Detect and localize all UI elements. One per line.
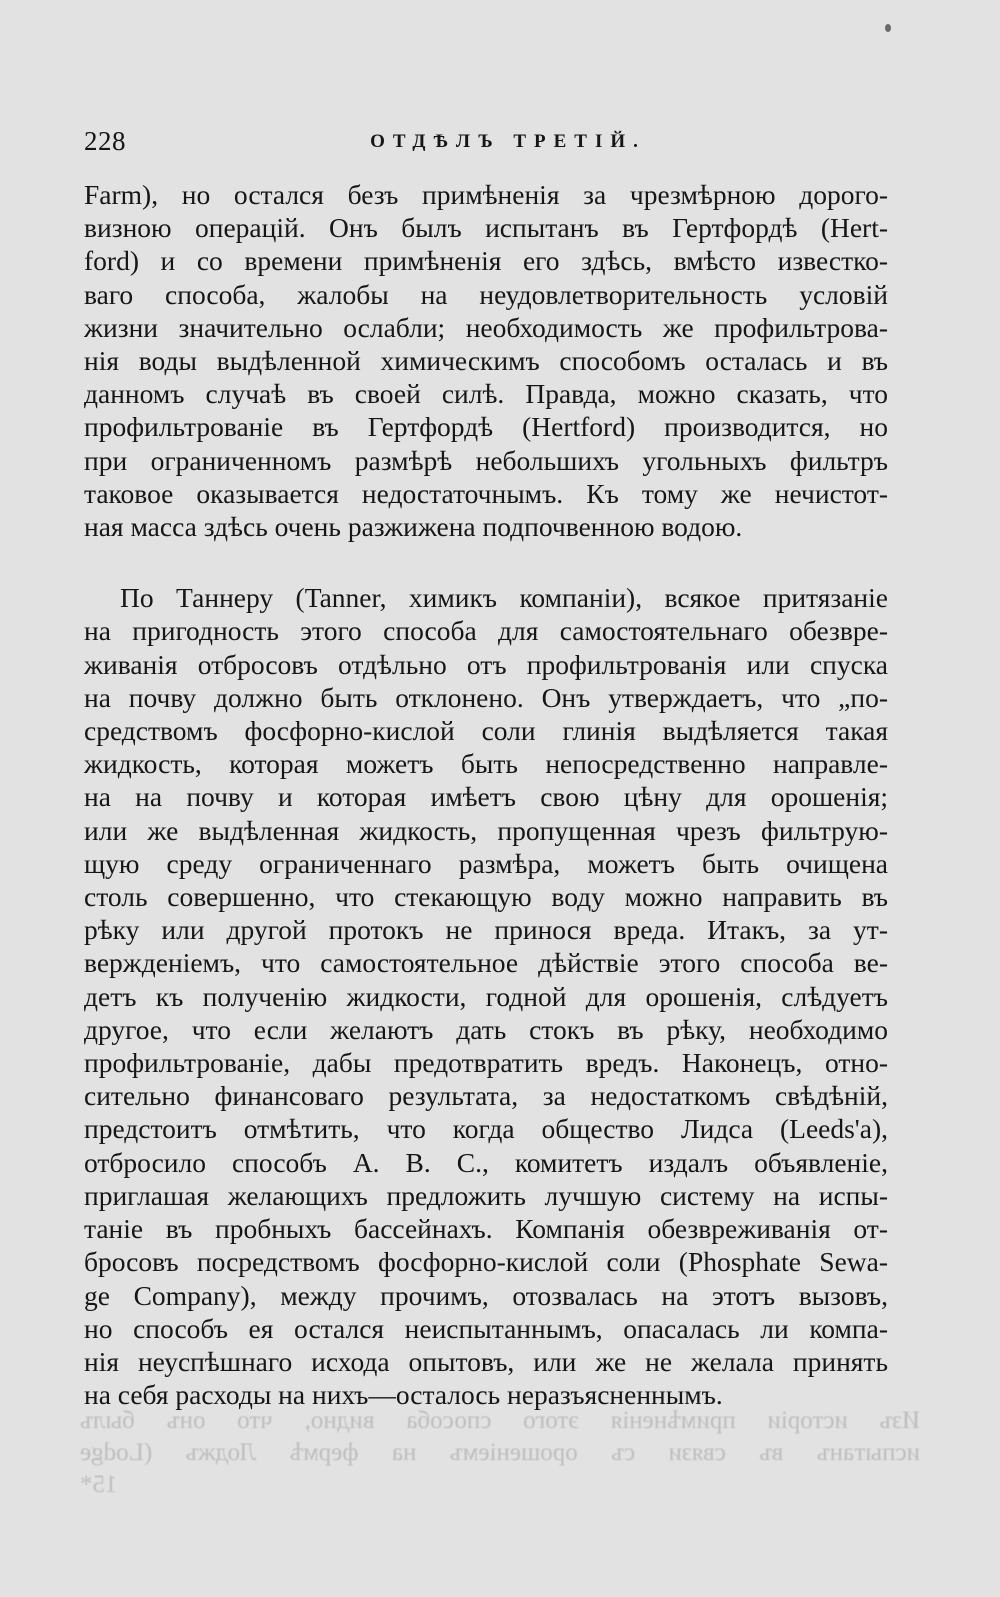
- text-line: сительно финансоваго результата, за недостаткомъ свѣдѣній,: [84, 1080, 888, 1112]
- text-line: приглашая желающихъ предложить лучшую систему на испы-: [84, 1179, 888, 1211]
- bleed-line: 15*: [80, 1471, 118, 1498]
- text-line: таковое оказывается недостаточнымъ. Къ тому же нечистот-: [84, 477, 888, 509]
- bleed-through-text: [80, 1405, 920, 1555]
- text-line: Farm), но остался безъ примѣненія за чрезмѣрною дорого-: [84, 179, 888, 210]
- text-line: ная масса здѣсь очень разжижена подпочвенною водою.: [84, 511, 743, 543]
- page-number: 228: [84, 126, 126, 156]
- text-line: ford) и со времени примѣненія его здѣсь, вмѣсто известко-: [84, 245, 888, 277]
- text-line: при ограниченномъ размѣрѣ небольшихъ угольныхъ фильтръ: [84, 444, 888, 476]
- text-line: ge Company), между прочимъ, отозвалась на этотъ вызовъ,: [84, 1279, 888, 1311]
- text-line: жизни значительно ослабли; необходимость же профильтрова-: [84, 311, 888, 343]
- text-line: визною операцій. Онъ былъ испытанъ въ Гертфордѣ (Hert-: [84, 212, 888, 244]
- running-head: ОТДѢЛЪ ТРЕТІЙ.: [370, 131, 646, 152]
- text-line: щую среду ограниченнаго размѣра, можетъ быть очищена: [84, 847, 888, 879]
- text-line: жидкость, которая можетъ быть непосредственно направле-: [84, 748, 888, 780]
- text-line: детъ къ полученію жидкости, годной для орошенія, слѣдуетъ: [84, 980, 888, 1012]
- page-header: [84, 126, 904, 162]
- text-line: ваго способа, жалобы на неудовлетворительность условій: [84, 278, 888, 310]
- body-text: [84, 178, 888, 1411]
- text-line: или же выдѣленная жидкость, пропущенная чрезъ фильтрую-: [84, 814, 888, 846]
- text-line: на почву должно быть отклонено. Онъ утверждаетъ, что „по-: [84, 681, 888, 713]
- text-line: бросовъ посредствомъ фосфорно-кислой соли (Phosphate Sewa-: [84, 1246, 888, 1278]
- text-line: профильтрованіе, дабы предотвратить вредъ. Наконецъ, отно-: [84, 1047, 888, 1079]
- text-line: нія воды выдѣленной химическимъ способомъ осталась и въ: [84, 345, 888, 377]
- bleed-line: испытанъ въ связи съ орошеніемъ на фермѣ Лоджъ (Lodge: [80, 1439, 920, 1466]
- text-line: рѣку или другой протокъ не принося вреда. Итакъ, за ут-: [84, 914, 888, 946]
- text-line: нія неуспѣшнаго исхода опытовъ, или же не желала принять: [84, 1345, 888, 1377]
- text-line: живанія отбросовъ отдѣльно отъ профильтрованія или спуска: [84, 648, 888, 680]
- text-line: отбросило способъ А. В. С., комитетъ издалъ объявленіе,: [84, 1146, 888, 1178]
- text-line: По Таннеру (Tanner, химикъ компаніи), всякое притязаніе: [120, 582, 888, 614]
- paragraph: [84, 178, 888, 543]
- ink-speck: [885, 24, 891, 32]
- paragraph-gap: [84, 543, 888, 581]
- bleed-line: Изъ исторіи примѣненія этого способа видно, что онъ былъ: [80, 1407, 920, 1434]
- text-line: столь совершенно, что стекающую воду можно направить въ: [84, 881, 888, 913]
- text-line: на себя расходы на нихъ—осталось неразъясненнымъ.: [84, 1379, 723, 1411]
- text-line: профильтрованіе въ Гертфордѣ (Hertford) производится, но: [84, 411, 888, 443]
- text-line: средствомъ фосфорно-кислой соли глинія выдѣляется такая: [84, 715, 888, 747]
- text-line: но способъ ея остался неиспытаннымъ, опасалась ли компа-: [84, 1312, 888, 1344]
- paragraph: [84, 581, 888, 1411]
- text-line: вержденіемъ, что самостоятельное дѣйствіе этого способа ве-: [84, 947, 888, 979]
- text-line: на пригодность этого способа для самостоятельнаго обезвре-: [84, 615, 888, 647]
- text-line: на на почву и которая имѣетъ свою цѣну для орошенія;: [84, 781, 888, 813]
- text-line: предстоитъ отмѣтить, что когда общество Лидса (Leeds'а),: [84, 1113, 888, 1145]
- text-line: таніе въ пробныхъ бассейнахъ. Компанія обезвреживанія от-: [84, 1213, 888, 1245]
- text-line: другое, что если желаютъ дать стокъ въ рѣку, необходимо: [84, 1013, 888, 1045]
- text-line: данномъ случаѣ въ своей силѣ. Правда, можно сказать, что: [84, 378, 888, 410]
